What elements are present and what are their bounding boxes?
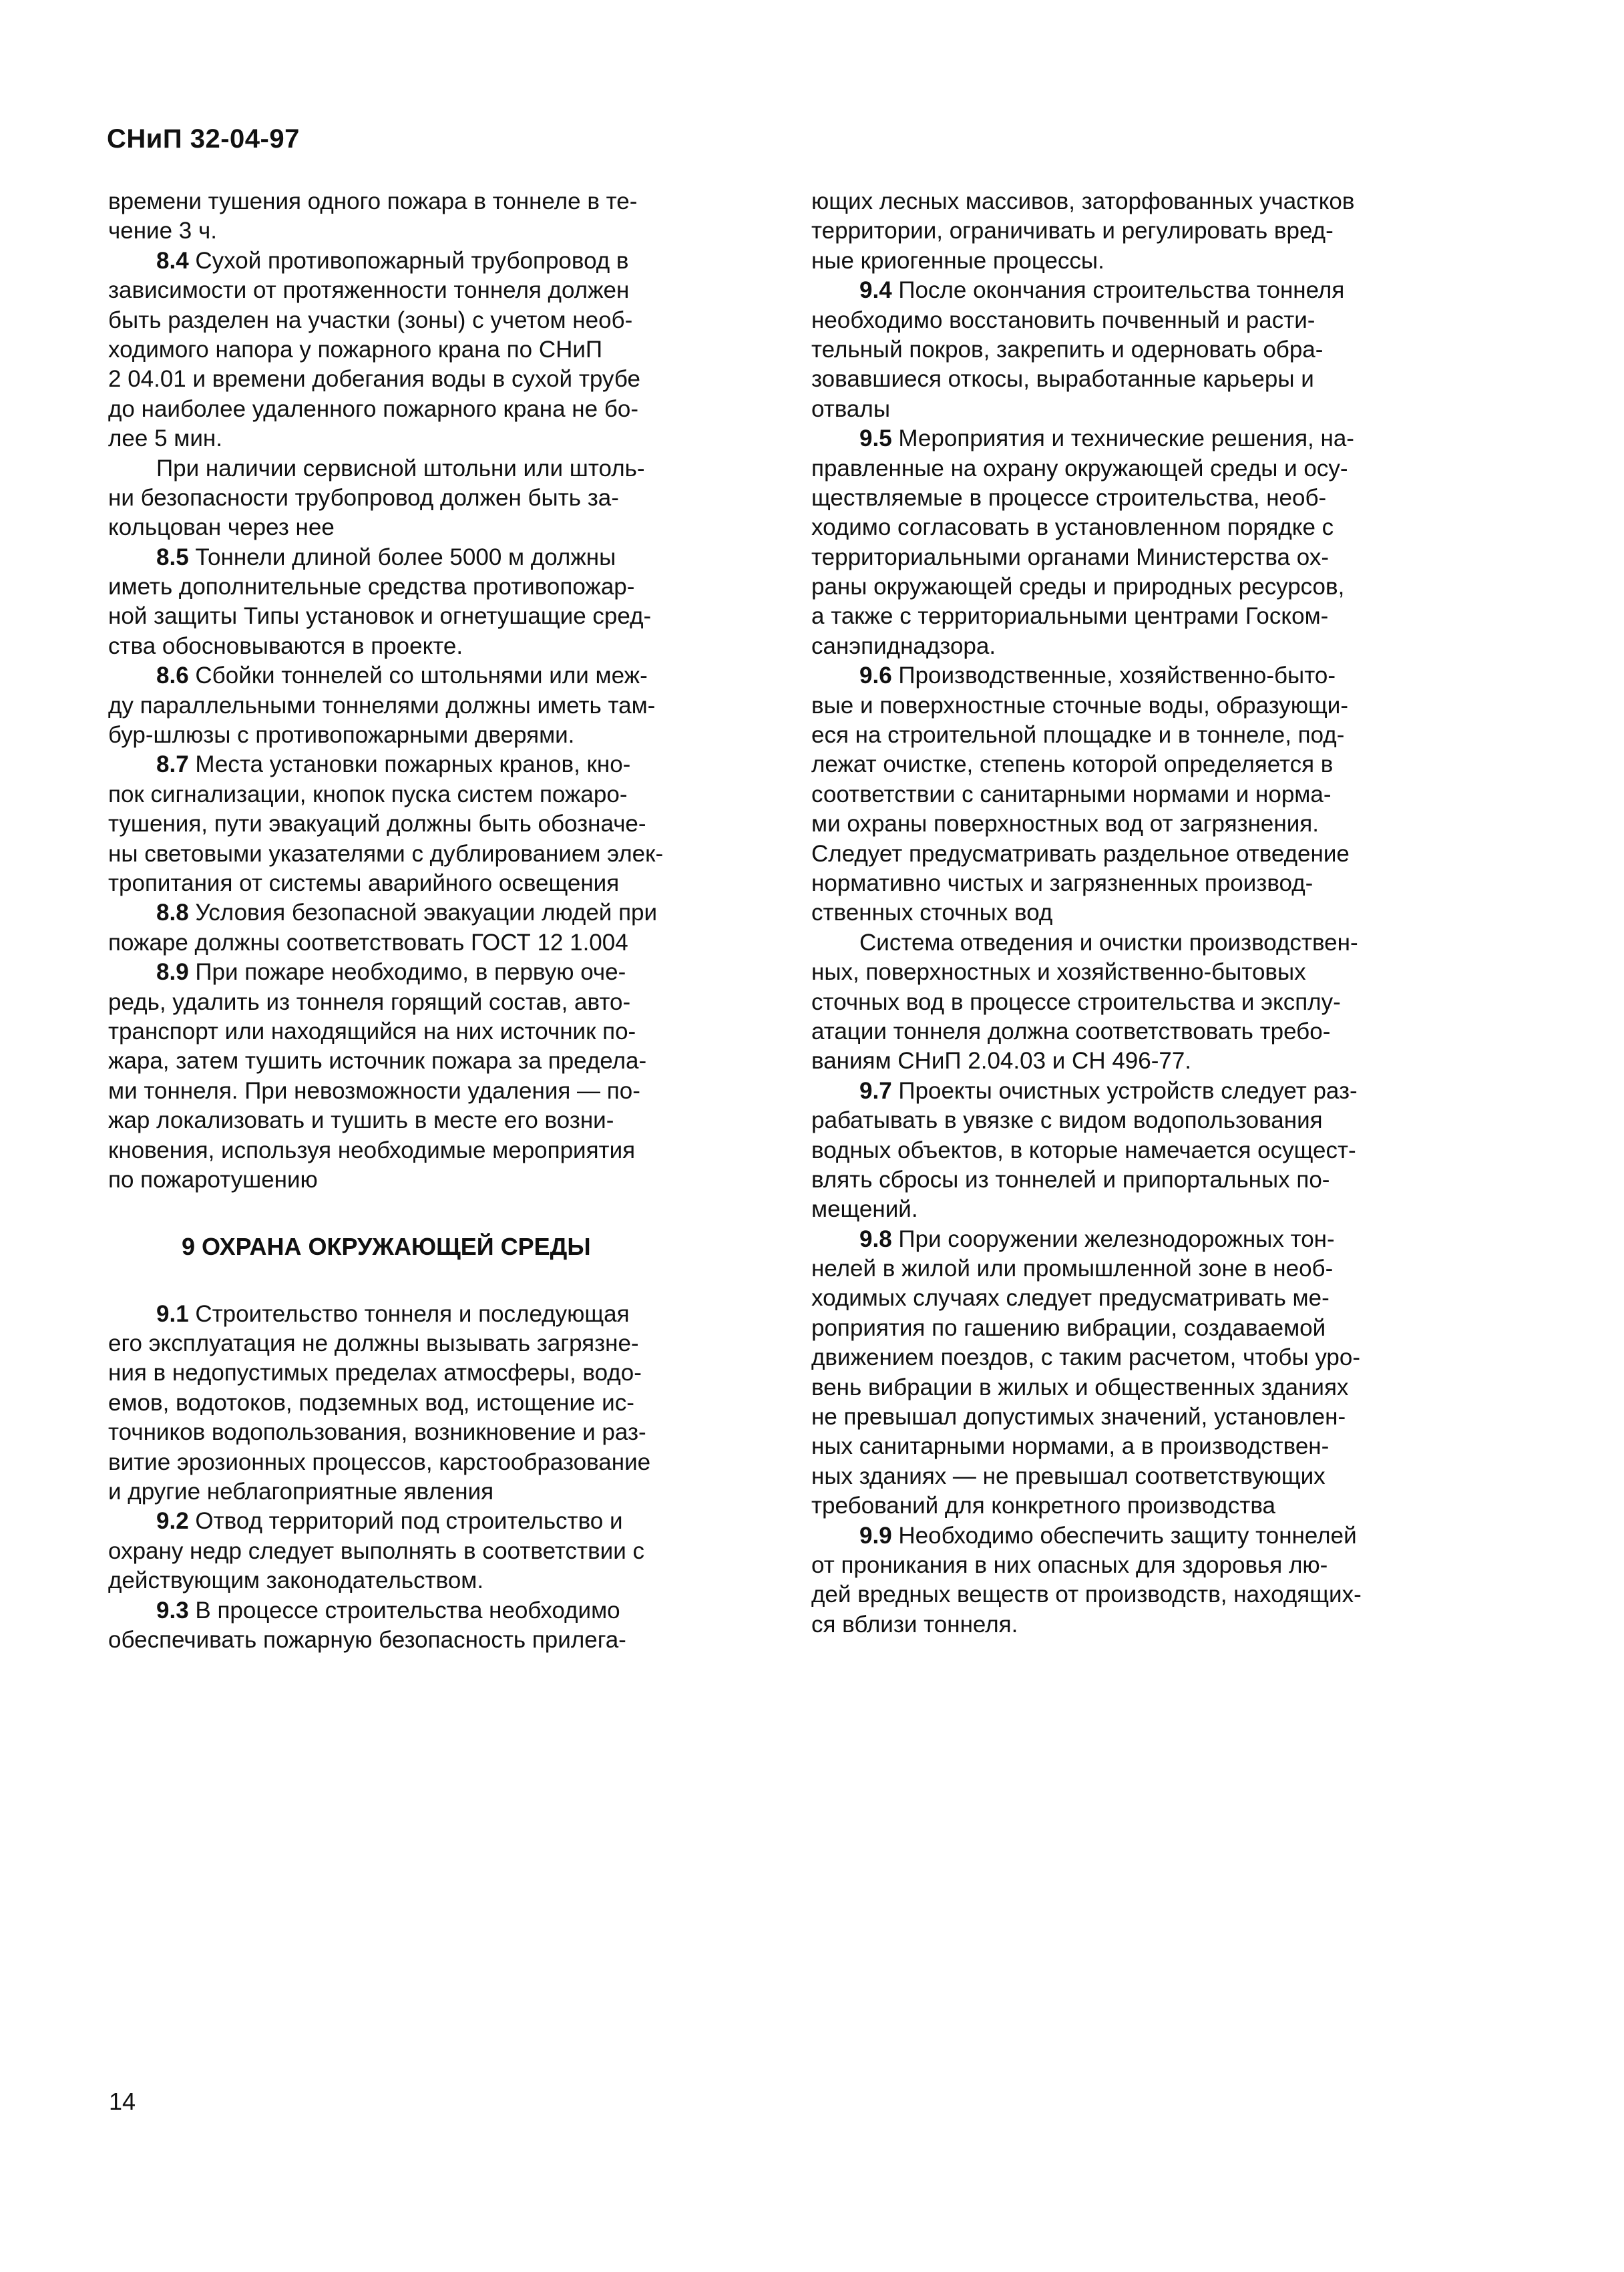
line-text: пожаре должны соответствовать ГОСТ 12 1.004: [108, 929, 628, 956]
line-text: жара, затем тушить источник пожара за предела-: [108, 1048, 647, 1075]
text-line: [811, 1373, 1451, 1402]
line-text: нелей в жилой или промышленной зоне в необ-: [811, 1256, 1334, 1282]
clause-number: 9.3: [156, 1597, 189, 1624]
text-line: [811, 839, 1451, 869]
line-text: бур-шлюзы с противопожарными дверями.: [108, 722, 575, 749]
text-line: [811, 1491, 1451, 1521]
line-text: нормативно чистых и загрязненных производ-: [811, 870, 1313, 896]
text-line: [108, 1106, 736, 1135]
clause-number: 8.8: [156, 900, 189, 926]
section-spacer: [108, 1195, 736, 1232]
text-line: [811, 395, 1451, 424]
text-line: [108, 187, 736, 216]
clause-number: 9.1: [156, 1300, 189, 1327]
text-line: [108, 484, 736, 513]
line-text: территориальными органами Министерства ох-: [811, 544, 1329, 570]
clause-start-line: [108, 750, 736, 779]
clause-number: 9.2: [156, 1508, 189, 1535]
text-line: [108, 365, 736, 394]
line-text: При пожаре необходимо, в первую оче-: [188, 959, 626, 986]
line-text: ных санитарными нормами, а в производствен-: [811, 1433, 1330, 1460]
line-text: ной защиты Типы установок и огнетушащие сред-: [108, 603, 652, 630]
text-line: [811, 780, 1451, 809]
text-line: [811, 602, 1451, 631]
line-text: Производственные, хозяйственно-быто-: [891, 662, 1336, 689]
clause-start-line: [811, 661, 1451, 691]
text-line: [811, 513, 1451, 542]
text-line: [108, 1418, 736, 1447]
line-text: атации тоннеля должна соответствовать требо-: [811, 1018, 1331, 1045]
clause-number: 8.6: [156, 662, 189, 689]
text-line: [108, 1165, 736, 1195]
text-line: [108, 1136, 736, 1165]
text-line: [811, 1402, 1451, 1432]
line-text: мещений.: [811, 1196, 918, 1223]
clause-number: 9.5: [859, 425, 892, 452]
clause-start-line: [108, 958, 736, 987]
text-line: [811, 1195, 1451, 1224]
line-text: редь, удалить из тоннеля горящий состав, авто-: [108, 988, 631, 1015]
text-line: [811, 869, 1451, 898]
line-text: Места установки пожарных кранов, кно-: [188, 751, 631, 778]
text-line: [811, 898, 1451, 928]
line-text: зовавшиеся откосы, выработанные карьеры и: [811, 366, 1314, 393]
line-text: ни безопасности трубопровод должен быть за-: [108, 484, 619, 511]
line-text: лежат очистке, степень которой определяется в: [811, 751, 1334, 778]
line-text: правленные на охрану окружающей среды и осу-: [811, 455, 1348, 482]
line-text: тропитания от системы аварийного освещения: [108, 870, 620, 896]
line-text: чение 3 ч.: [108, 218, 217, 244]
text-line: [811, 1047, 1451, 1076]
text-line: [811, 572, 1451, 602]
text-line: [811, 1610, 1451, 1640]
line-text: Система отведения и очистки производствен-: [859, 929, 1358, 956]
line-text: тушения, пути эвакуаций должны быть обозначе-: [108, 811, 646, 837]
clause-start-line: [108, 1507, 736, 1536]
line-text: Мероприятия и технические решения, на-: [891, 425, 1354, 452]
text-line: [811, 1432, 1451, 1461]
text-line: [108, 1017, 736, 1047]
text-line: [811, 809, 1451, 839]
clause-start-line: [811, 276, 1451, 305]
section-heading: [108, 1232, 736, 1262]
text-line: [811, 1106, 1451, 1135]
line-text: до наиболее удаленного пожарного крана не бо-: [108, 395, 638, 422]
clause-number: 8.4: [156, 247, 189, 274]
line-text: времени тушения одного пожара в тоннеле в те-: [108, 188, 638, 214]
text-line: [108, 1448, 736, 1477]
line-text: отвалы: [811, 395, 890, 422]
clause-number: 8.9: [156, 959, 189, 986]
line-text: Сухой противопожарный трубопровод в: [188, 247, 629, 274]
text-line: [108, 988, 736, 1017]
line-text: ственных сточных вод: [811, 900, 1053, 926]
line-text: роприятия по гашению вибрации, создаваемой: [811, 1314, 1326, 1341]
line-text: Сбойки тоннелей со штольнями или меж-: [188, 662, 648, 689]
text-line: [811, 1551, 1451, 1580]
line-text: водных объектов, в которые намечается осущест-: [811, 1137, 1356, 1163]
text-line: [108, 691, 736, 721]
line-text: ющих лесных массивов, заторфованных участков: [811, 188, 1355, 214]
text-line: [811, 988, 1451, 1017]
text-line: [108, 602, 736, 631]
line-text: соответствии с санитарными нормами и норма-: [811, 781, 1332, 807]
line-text: ния в недопустимых пределах атмосферы, водо-: [108, 1360, 642, 1386]
line-text: Отвод территорий под строительство и: [188, 1508, 623, 1535]
text-line: [811, 691, 1451, 721]
line-text: зависимости от протяженности тоннеля должен: [108, 277, 630, 304]
line-text: При сооружении железнодорожных тон-: [891, 1225, 1335, 1252]
text-line: [811, 958, 1451, 987]
text-line: [811, 306, 1451, 335]
line-text: ства обосновываются в проекте.: [108, 632, 463, 659]
text-line: [811, 543, 1451, 572]
text-line: [811, 928, 1451, 958]
line-text: необходимо восстановить почвенный и расти-: [811, 307, 1315, 333]
clause-number: 9.9: [859, 1522, 892, 1549]
text-line: [108, 454, 736, 484]
text-line: [811, 1136, 1451, 1165]
text-line: [811, 1462, 1451, 1491]
line-text: Проекты очистных устройств следует раз-: [891, 1077, 1358, 1104]
clause-start-line: [811, 1225, 1451, 1254]
line-text: его эксплуатация не должны вызывать загрязне-: [108, 1330, 639, 1357]
line-text: по пожаротушению: [108, 1166, 318, 1193]
line-text: В процессе строительства необходимо: [188, 1597, 620, 1624]
clause-number: 9.8: [859, 1225, 892, 1252]
text-line: [108, 1566, 736, 1595]
line-text: жар локализовать и тушить в месте его возни-: [108, 1107, 614, 1134]
text-line: [108, 1047, 736, 1076]
clause-start-line: [108, 661, 736, 691]
line-text: точников водопользования, возникновение и раз-: [108, 1419, 646, 1446]
clause-number: 8.7: [156, 751, 189, 778]
text-line: [811, 1580, 1451, 1610]
line-text: не превышал допустимых значений, установлен-: [811, 1404, 1346, 1431]
text-line: [108, 869, 736, 898]
document-code-header: СНиП 32-04-97: [107, 124, 300, 154]
line-text: ваниям СНиП 2.04.03 и СН 496-77.: [811, 1048, 1192, 1075]
text-line: [811, 187, 1451, 216]
line-text: пок сигнализации, кнопок пуска систем пожаро-: [108, 781, 628, 807]
line-text: После окончания строительства тоннеля: [891, 277, 1345, 304]
text-line: [811, 1284, 1451, 1313]
line-text: ми охраны поверхностных вод от загрязнения.: [811, 811, 1319, 837]
line-text: территории, ограничивать и регулировать вред-: [811, 218, 1334, 244]
text-line: [108, 335, 736, 365]
clause-number: 9.6: [859, 662, 892, 689]
clause-start-line: [811, 1077, 1451, 1106]
line-text: дей вредных веществ от производств, находящих-: [811, 1581, 1362, 1608]
text-line: [108, 513, 736, 542]
text-line: [108, 780, 736, 809]
text-line: [811, 1254, 1451, 1284]
text-line: [108, 424, 736, 453]
line-text: охрану недр следует выполнять в соответствии с: [108, 1537, 644, 1564]
line-text: обеспечивать пожарную безопасность прилега-: [108, 1626, 626, 1653]
clause-start-line: [811, 424, 1451, 453]
line-text: ходимо согласовать в установленном порядке с: [811, 514, 1334, 541]
line-text: витие эрозионных процессов, карстообразование: [108, 1449, 651, 1475]
clause-start-line: [811, 1521, 1451, 1551]
text-line: [811, 216, 1451, 246]
line-text: Строительство тоннеля и последующая: [188, 1300, 630, 1327]
line-text: ных, поверхностных и хозяйственно-бытовых: [811, 959, 1306, 986]
text-line: [108, 1537, 736, 1566]
line-text: лее 5 мин.: [108, 425, 222, 452]
line-text: быть разделен на участки (зоны) с учетом необ-: [108, 307, 633, 333]
line-text: ществляемые в процессе строительства, необ-: [811, 484, 1327, 511]
line-text: При наличии сервисной штольни или штоль-: [156, 455, 645, 482]
line-text: от проникания в них опасных для здоровья лю-: [811, 1551, 1328, 1578]
line-text: рабатывать в увязке с видом водопользования: [811, 1107, 1323, 1134]
line-text: иметь дополнительные средства противопожар-: [108, 574, 635, 600]
text-line: [108, 1626, 736, 1655]
text-line: [108, 721, 736, 750]
text-line: [108, 1329, 736, 1358]
text-line: [108, 1388, 736, 1418]
text-line: [108, 395, 736, 424]
text-line: [811, 721, 1451, 750]
line-text: Тоннели длиной более 5000 м должны: [188, 544, 616, 570]
line-text: 2 04.01 и времени добегания воды в сухой трубе: [108, 366, 640, 393]
line-text: ходимых случаях следует предусматривать ме-: [811, 1285, 1330, 1312]
section-spacer: [108, 1262, 736, 1300]
text-line: [108, 1358, 736, 1388]
clause-start-line: [108, 543, 736, 572]
line-text: кольцован через нее: [108, 514, 335, 541]
line-text: Условия безопасной эвакуации людей при: [188, 900, 658, 926]
text-line: [108, 306, 736, 335]
text-line: [108, 839, 736, 869]
clause-start-line: [108, 1300, 736, 1329]
clause-number: 9.7: [859, 1077, 892, 1104]
line-text: санэпиднадзора.: [811, 632, 996, 659]
line-text: емов, водотоков, подземных вод, истощение ис-: [108, 1389, 634, 1416]
text-line: [811, 1165, 1451, 1195]
text-line: [811, 1017, 1451, 1047]
clause-start-line: [108, 1596, 736, 1626]
clause-number: 9.4: [859, 277, 892, 304]
line-text: кновения, используя необходимые мероприятия: [108, 1137, 636, 1163]
text-line: [108, 632, 736, 661]
line-text: ду параллельными тоннелями должны иметь там-: [108, 692, 656, 719]
text-line: [108, 928, 736, 958]
line-text: 9 ОХРАНА ОКРУЖАЮЩЕЙ СРЕДЫ: [182, 1233, 591, 1261]
line-text: а также с территориальными центрами Госком-: [811, 603, 1329, 630]
text-line: [108, 1077, 736, 1106]
right-text-column: [811, 187, 1451, 1640]
line-text: ся вблизи тоннеля.: [811, 1611, 1018, 1638]
line-text: ми тоннеля. При невозможности удаления — по-: [108, 1077, 640, 1104]
clause-number: 8.5: [156, 544, 189, 570]
text-line: [108, 216, 736, 246]
text-line: [108, 1477, 736, 1507]
text-line: [811, 454, 1451, 484]
text-line: [811, 365, 1451, 394]
clause-start-line: [108, 898, 736, 928]
line-text: вень вибрации в жилых и общественных зданиях: [811, 1374, 1349, 1400]
left-text-column: [108, 187, 736, 1655]
text-line: [811, 246, 1451, 276]
text-line: [811, 484, 1451, 513]
text-line: [811, 632, 1451, 661]
line-text: транспорт или находящийся на них источник по-: [108, 1018, 636, 1045]
line-text: ных зданиях — не превышал соответствующих: [811, 1463, 1326, 1489]
line-text: требований для конкретного производства: [811, 1493, 1276, 1519]
text-line: [811, 1314, 1451, 1343]
text-line: [811, 1343, 1451, 1372]
line-text: вые и поверхностные сточные воды, образующи-: [811, 692, 1348, 719]
page-number: 14: [109, 2088, 136, 2115]
text-line: [108, 276, 736, 305]
line-text: тельный покров, закрепить и одерновать обра-: [811, 336, 1324, 363]
text-line: [108, 572, 736, 602]
line-text: движением поездов, с таким расчетом, чтобы уро-: [811, 1344, 1361, 1371]
line-text: ные криогенные процессы.: [811, 247, 1104, 274]
line-text: и другие неблагоприятные явления: [108, 1479, 494, 1505]
line-text: раны окружающей среды и природных ресурсов,: [811, 574, 1345, 600]
clause-start-line: [108, 246, 736, 276]
text-line: [811, 335, 1451, 365]
text-line: [811, 750, 1451, 779]
line-text: Необходимо обеспечить защиту тоннелей: [891, 1522, 1357, 1549]
line-text: ны световыми указателями с дублированием элек-: [108, 840, 664, 867]
text-line: [108, 809, 736, 839]
line-text: еся на строительной площадке и в тоннеле, под-: [811, 722, 1345, 749]
line-text: влять сбросы из тоннелей и припортальных по-: [811, 1166, 1330, 1193]
line-text: сточных вод в процессе строительства и эксплу-: [811, 988, 1341, 1015]
line-text: ходимого напора у пожарного крана по СНиП: [108, 336, 603, 363]
line-text: Следует предусматривать раздельное отведение: [811, 840, 1350, 867]
line-text: действующим законодательством.: [108, 1567, 484, 1594]
